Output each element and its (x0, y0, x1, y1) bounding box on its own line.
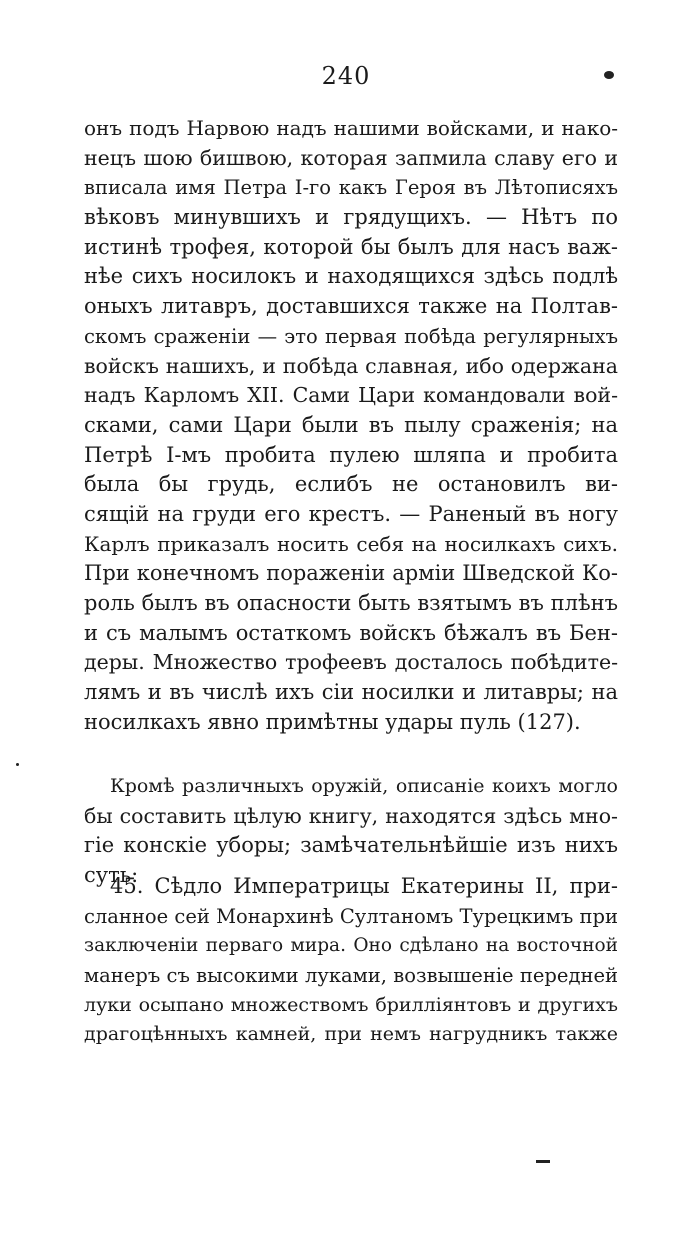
text-line: гіе конскіе уборы; замѣчательнѣйшіе изъ нихъ (84, 833, 618, 858)
text-line: истинѣ трофея, которой бы былъ для насъ важ- (84, 234, 618, 259)
text-line: Кромѣ различныхъ оружій, описаніе коихъ могло (110, 775, 618, 797)
paragraph-3 (84, 872, 618, 1050)
text-line: вписала имя Петра I-го какъ Героя въ Лѣтописяхъ (84, 176, 618, 200)
page-number: 240 (321, 62, 371, 90)
text-line: была бы грудь, еслибъ не остановилъ ви- (84, 472, 618, 497)
text-line: манеръ съ высокими луками, возвышеніе передней (84, 964, 618, 988)
text-line: онъ подъ Нарвою надъ нашими войсками, и нако- (84, 116, 618, 140)
text-line: надъ Карломъ XII. Сами Цари командовали вой- (84, 383, 618, 408)
text-line: 45. Сѣдло Императрицы Екатерины II, при- (110, 874, 618, 898)
ink-spot (16, 763, 19, 766)
text-line: суть: (84, 863, 139, 888)
text-line: скомъ сраженіи — это первая побѣда регулярныхъ (84, 324, 618, 348)
text-line: войскъ нашихъ, и побѣда славная, ибо одержана (84, 353, 618, 378)
text-line: сящій на груди его крестъ. — Раненый въ ногу (84, 501, 618, 526)
text-line: Петрѣ I-мъ пробита пулею шляпа и пробита (84, 442, 618, 467)
ink-spot (536, 1160, 550, 1163)
paragraph-1 (84, 114, 618, 737)
text-line: Карлъ приказалъ носить себя на носилкахъ сихъ. (84, 531, 618, 556)
text-line: оныхъ литавръ, доставшихся также на Полтав- (84, 294, 618, 319)
text-line: и съ малымъ остаткомъ войскъ бѣжалъ въ Бен- (84, 620, 618, 645)
text-line: деры. Множество трофеевъ досталось побѣдите- (84, 650, 618, 675)
text-line: нѣе сихъ носилокъ и находящихся здѣсь подлѣ (84, 264, 618, 289)
text-line: носилкахъ явно примѣтны удары пуль (127). (84, 709, 581, 734)
text-line: сланное сей Монархинѣ Султаномъ Турецкимъ при (84, 904, 618, 928)
text-line: роль былъ въ опасности быть взятымъ въ плѣнъ (84, 591, 618, 615)
text-line: нецъ шою бишвою, которая запмила славу его и (84, 145, 618, 170)
text-line: сками, сами Цари были въ пылу сраженія; на (84, 412, 618, 437)
text-line: вѣковъ минувшихъ и грядущихъ. — Нѣтъ по (84, 205, 618, 230)
text-line: заключеніи перваго мира. Оно сдѣлано на восточной (84, 935, 618, 957)
text-line: бы составить цѣлую книгу, находятся здѣсь мно- (84, 803, 618, 828)
text-line: луки осыпано множествомъ бриллiянтовъ и другихъ (84, 993, 618, 1016)
text-line: лямъ и въ числѣ ихъ сіи носилки и литавры; на (84, 680, 618, 705)
text-line: При конечномъ пораженіи арміи Шведской Ко- (84, 561, 618, 586)
text-line: драгоцѣнныхъ камней, при немъ нагрудникъ также (84, 1023, 618, 1046)
